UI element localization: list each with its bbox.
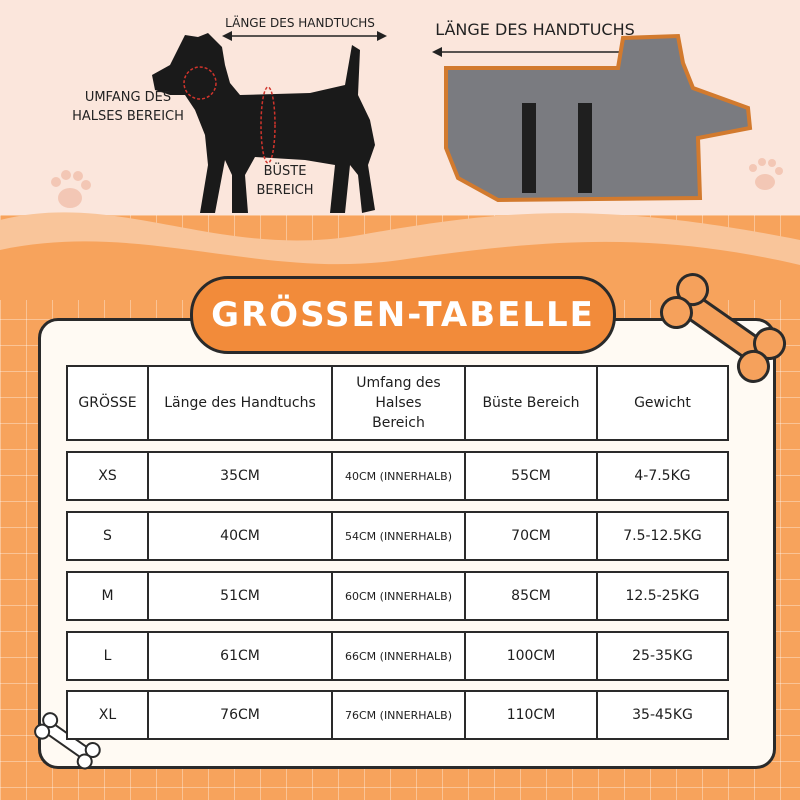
header-towel-length: Länge des Handtuchs — [147, 365, 333, 441]
header-size: GRÖSSE — [66, 365, 149, 441]
table-row-cell-size: XL — [66, 690, 149, 740]
towel-illustration — [438, 28, 758, 208]
table-row-cell-weight: 35-45KG — [596, 690, 729, 740]
size-table-title — [190, 276, 616, 354]
dog-neck-label: UMFANG DES HALSES BEREICH — [72, 90, 184, 124]
table-row-cell-size: L — [66, 631, 149, 681]
table-row-cell-chest: 110CM — [464, 690, 598, 740]
table-row-cell-neck: 66CM (INNERHALB) — [331, 631, 466, 681]
table-row-cell-weight: 12.5-25KG — [596, 571, 729, 621]
size-table-title-text: GRÖSSEN-TABELLE — [211, 295, 595, 335]
table-row-cell-size: XS — [66, 451, 149, 501]
table-row-cell-length: 61CM — [147, 631, 333, 681]
table-row-cell-weight: 7.5-12.5KG — [596, 511, 729, 561]
table-row-cell-neck: 76CM (INNERHALB) — [331, 690, 466, 740]
table-row-cell-weight: 25-35KG — [596, 631, 729, 681]
table-row-cell-length: 40CM — [147, 511, 333, 561]
table-row-cell-neck: 60CM (INNERHALB) — [331, 571, 466, 621]
header-weight: Gewicht — [596, 365, 729, 441]
table-row-cell-size: M — [66, 571, 149, 621]
paw-print-icon — [40, 160, 100, 220]
table-row-cell-neck: 40CM (INNERHALB) — [331, 451, 466, 501]
header-chest: Büste Bereich — [464, 365, 598, 441]
table-row-cell-weight: 4-7.5KG — [596, 451, 729, 501]
header-neck: Umfang des Halses Bereich — [331, 365, 466, 441]
table-row-cell-length: 76CM — [147, 690, 333, 740]
table-row-cell-chest: 85CM — [464, 571, 598, 621]
table-row-cell-length: 35CM — [147, 451, 333, 501]
dog-length-label: LÄNGE DES HANDTUCHS — [225, 16, 375, 30]
table-row-cell-neck: 54CM (INNERHALB) — [331, 511, 466, 561]
table-row-cell-chest: 55CM — [464, 451, 598, 501]
table-row-cell-length: 51CM — [147, 571, 333, 621]
table-row-cell-chest: 100CM — [464, 631, 598, 681]
towel-length-label: LÄNGE DES HANDTUCHS — [435, 20, 635, 39]
table-row-cell-size: S — [66, 511, 149, 561]
dog-chest-label: BÜSTE BEREICH — [256, 164, 314, 198]
table-row-cell-chest: 70CM — [464, 511, 598, 561]
